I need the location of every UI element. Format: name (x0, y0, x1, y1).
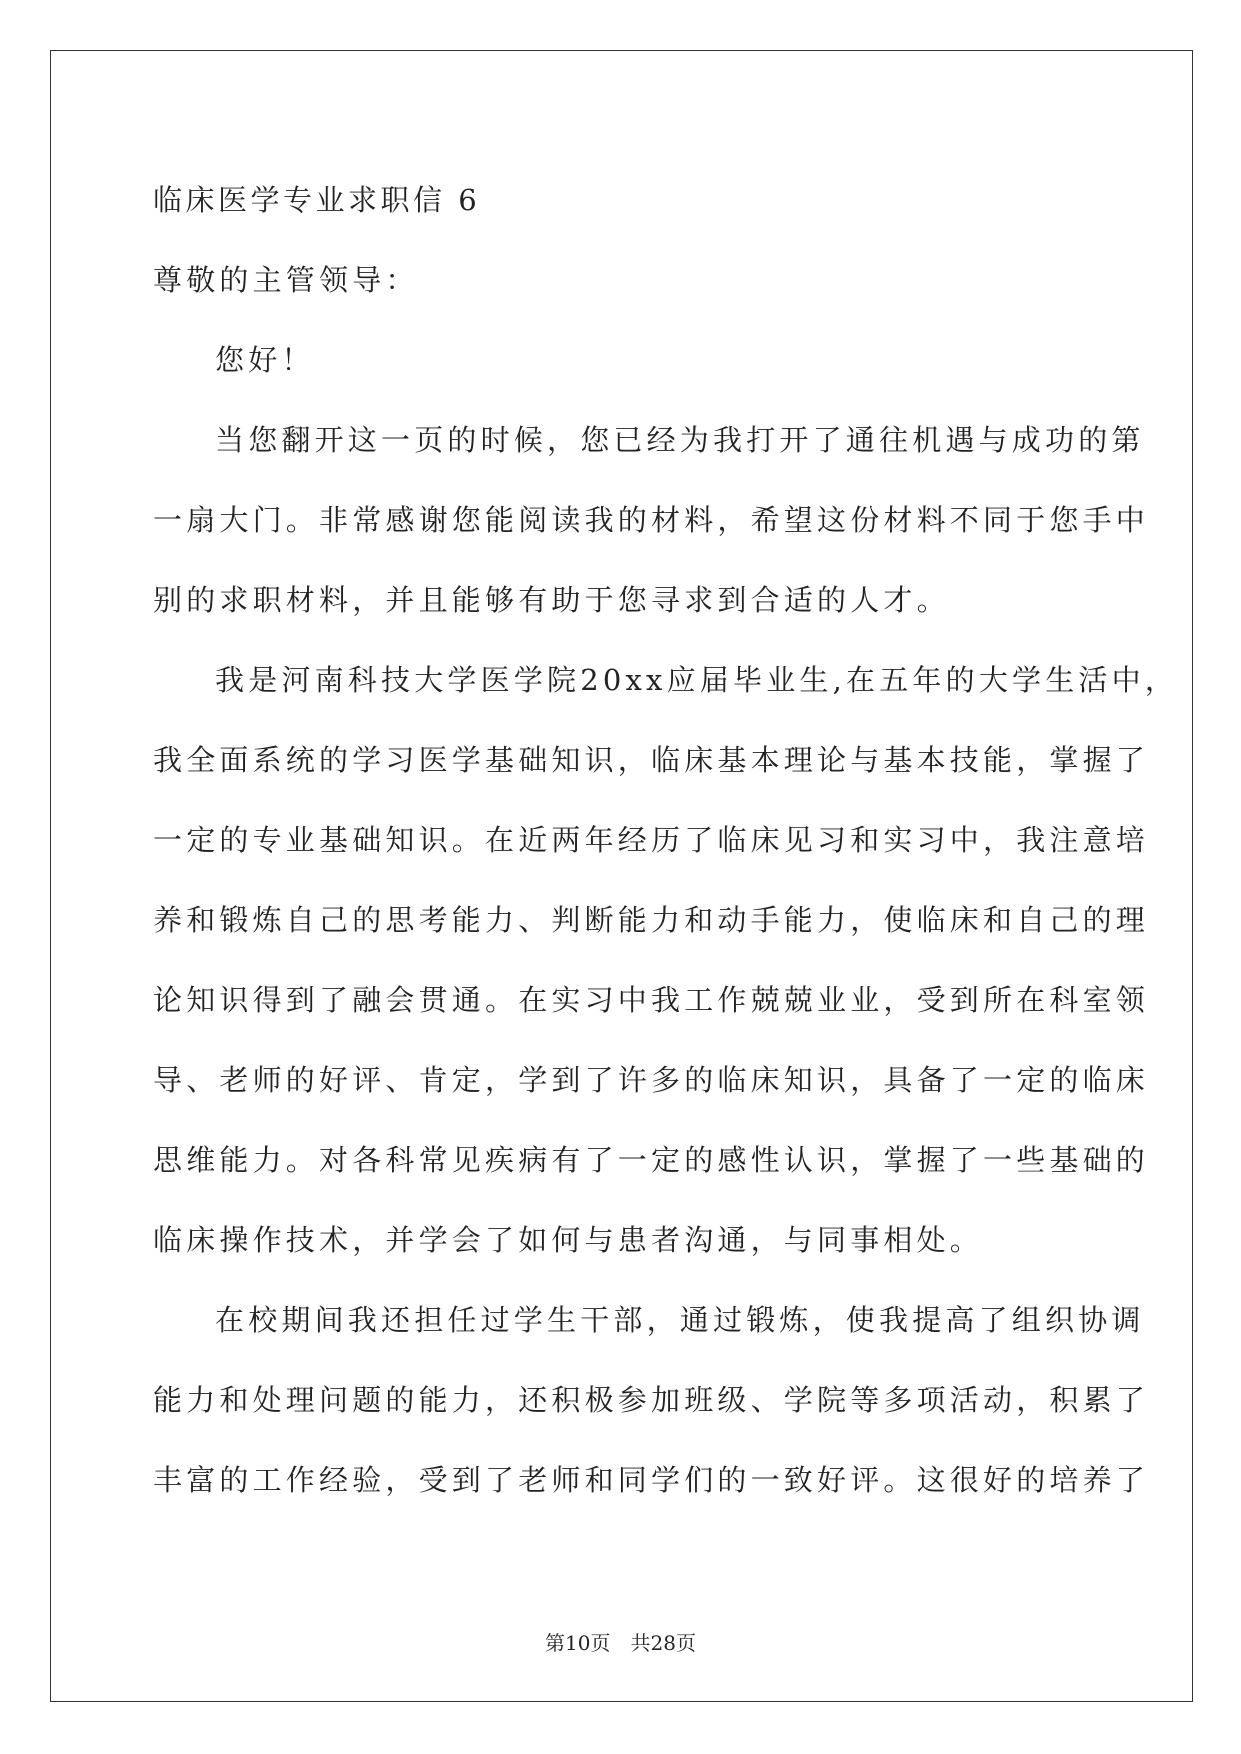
paragraph-2-line-3: 一定的专业基础知识。在近两年经历了临床见习和实习中，我注意培 (153, 823, 1150, 857)
paragraph-2-line-1: 我是河南科技大学医学院20xx应届毕业生,在五年的大学生活中， (215, 663, 1179, 697)
paragraph-2-line-2: 我全面系统的学习医学基础知识，临床基本理论与基本技能，掌握了 (153, 743, 1150, 777)
page-footer (0, 1627, 1241, 1656)
paragraph-3-line-2: 能力和处理问题的能力，还积极参加班级、学院等多项活动，积累了 (153, 1383, 1150, 1417)
paragraph-1-line-1: 当您翻开这一页的时候，您已经为我打开了通往机遇与成功的第 (215, 423, 1145, 457)
paragraph-2-line-4: 养和锻炼自己的思考能力、判断能力和动手能力，使临床和自己的理 (153, 903, 1150, 937)
page-number-total: 共28页 (630, 1631, 696, 1655)
letter-title: 临床医学专业求职信 6 (153, 183, 481, 217)
greeting: 您好！ (215, 343, 315, 377)
letter-body (153, 160, 1179, 1520)
paragraph-2-line-6: 导、老师的好评、肯定，学到了许多的临床知识，具备了一定的临床 (153, 1063, 1150, 1097)
paragraph-2-line-5: 论知识得到了融会贯通。在实习中我工作兢兢业业，受到所在科室领 (153, 983, 1150, 1017)
paragraph-3-line-1: 在校期间我还担任过学生干部，通过锻炼，使我提高了组织协调 (215, 1303, 1145, 1337)
page-number-current: 第10页 (545, 1631, 611, 1655)
paragraph-1-line-2: 一扇大门。非常感谢您能阅读我的材料，希望这份材料不同于您手中 (153, 503, 1150, 537)
paragraph-2-line-7: 思维能力。对各科常见疾病有了一定的感性认识，掌握了一些基础的 (153, 1143, 1150, 1177)
paragraph-3-line-3: 丰富的工作经验，受到了老师和同学们的一致好评。这很好的培养了 (153, 1463, 1150, 1497)
paragraph-1-line-3: 别的求职材料，并且能够有助于您寻求到合适的人才。 (153, 583, 950, 617)
salutation: 尊敬的主管领导： (153, 263, 419, 297)
paragraph-2-line-8: 临床操作技术，并学会了如何与患者沟通，与同事相处。 (153, 1223, 984, 1257)
